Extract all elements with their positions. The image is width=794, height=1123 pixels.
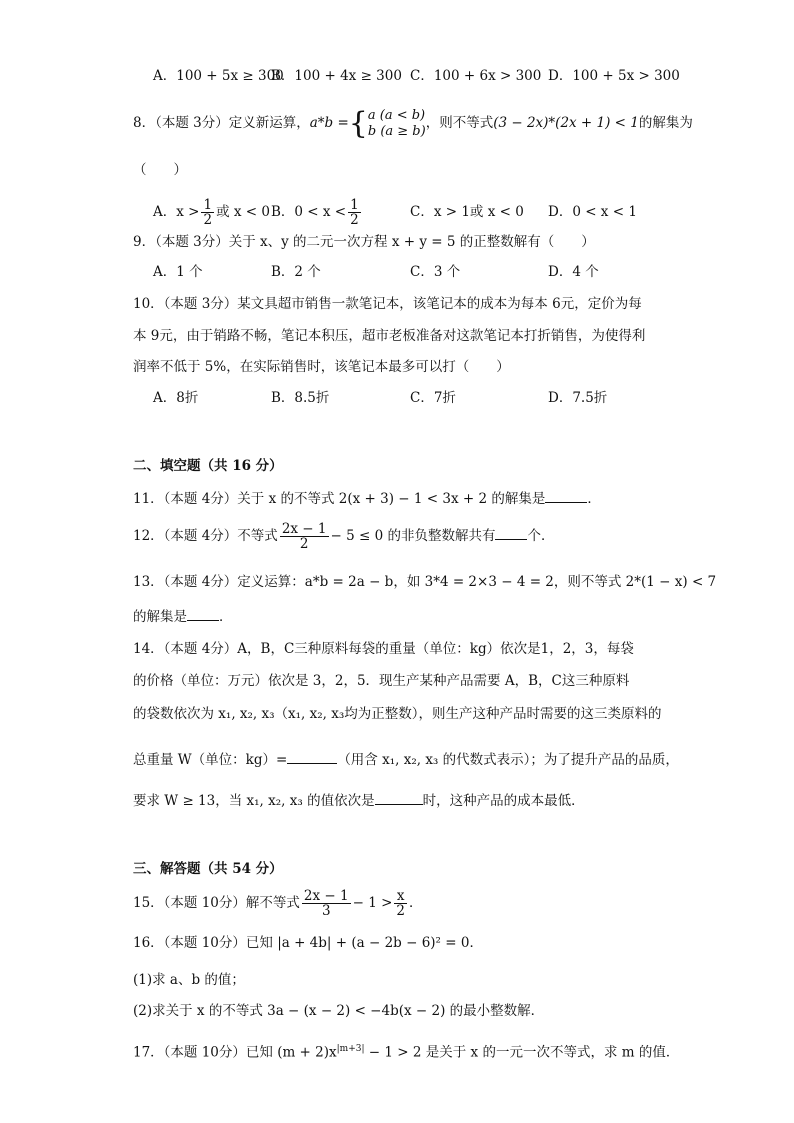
q9-stem: 9．（本题 3分）关于 x、y 的二元一次方程 x + y = 5 的正整数解有（ ） — [133, 234, 595, 250]
q8-opt-b-num: 1 — [350, 197, 359, 213]
q13-line1: 13．（本题 4分）定义运算：a*b = 2a − b，如 3*4 = 2×3 − 4 = 2，则不等式 2*(1 − x) < 7 — [133, 574, 717, 590]
q14-line4-post: （用含 x₁, x₂, x₃ 的代数式表示）；为了提升产品的品质， — [337, 752, 679, 768]
q8-opt-a-num: 1 — [203, 197, 213, 213]
q15-den2: 2 — [396, 903, 405, 919]
q7-option-a[interactable]: A．100 + 5x ≥ 300 — [153, 68, 284, 84]
q9-option-b[interactable]: B．2 个 — [271, 264, 321, 280]
q13-line2 — [133, 606, 233, 627]
q14-line5-pre: 要求 W ≥ 13，当 x₁, x₂, x₃ 的值依次是 — [133, 793, 375, 809]
q12-frac — [280, 522, 329, 551]
q12-pre: 12．（本题 4分）不等式 — [133, 528, 278, 544]
q9-option-a[interactable]: A．1 个 — [153, 264, 203, 280]
q10-options — [153, 388, 673, 408]
q9-options — [153, 262, 673, 282]
q8-opt-a-post: 或 x < 0 — [216, 204, 270, 220]
q10-option-a[interactable]: A．8折 — [153, 390, 199, 406]
q10-line1: 10．（本题 3分）某文具超市销售一款笔记本，该笔记本的成本为每本 6元，定价为每 — [133, 296, 642, 312]
q8-middle: ，则不等式 — [425, 115, 494, 131]
q17 — [133, 1039, 679, 1063]
q7-option-d[interactable]: D．100 + 5x > 300 — [548, 68, 680, 84]
q8-option-d[interactable]: D．0 < x < 1 — [548, 204, 637, 220]
q7-option-c[interactable]: C．100 + 6x > 300 — [410, 68, 542, 84]
q8-case1: a (a < b) — [367, 108, 426, 123]
q7-options — [153, 66, 680, 86]
q12-post: 个． — [527, 528, 555, 544]
q17-post: − 1 > 2 是关于 x 的一元一次不等式，求 m 的值． — [364, 1044, 680, 1061]
q14-line3: 的袋数依次为 x₁, x₂, x₃（x₁, x₂, x₃均为正整数），则生产这种产品时需要的这三类原料的 — [133, 706, 662, 722]
q11 — [133, 488, 601, 509]
q8-options — [153, 196, 673, 228]
q15 — [133, 886, 422, 920]
q14-line2: 的价格（单位：万元）依次是 3，2，5．现生产某种产品需要 A，B，C这三种原料 — [133, 673, 630, 689]
q8-opt-b-frac — [348, 198, 361, 227]
q11-pre: 11．（本题 4分）关于 x 的不等式 2(x + 3) − 1 < 3x + 2 的解集是 — [133, 491, 546, 507]
q10-option-c[interactable]: C．7折 — [410, 390, 456, 406]
q15-mid: − 1 > — [352, 895, 393, 911]
q15-frac1 — [302, 889, 351, 918]
q8-opt-b-den: 2 — [350, 212, 359, 228]
q17-pre: 17．（本题 10分）已知 (m + 2)x — [133, 1044, 337, 1061]
q14-line4 — [133, 749, 679, 770]
q15-frac2 — [394, 889, 407, 918]
q15-num2: x — [394, 889, 407, 904]
section-solve: 三、解答题（共 54 分） — [133, 861, 283, 877]
q8-piecewise — [349, 107, 426, 141]
q15-post: ． — [408, 895, 423, 911]
q10-option-d[interactable]: D．7.5折 — [548, 390, 608, 406]
q12 — [133, 520, 554, 552]
q8-prefix: 8．（本题 3分）定义新运算， — [133, 115, 310, 131]
q16-part1: (1)求 a、b 的值； — [133, 972, 245, 988]
q13-answer-blank[interactable] — [187, 606, 219, 621]
q12-mid: − 5 ≤ 0 的非负整数解共有 — [330, 528, 496, 544]
q15-den1: 3 — [321, 903, 331, 919]
q9-option-d[interactable]: D．4 个 — [548, 264, 599, 280]
q16-part2: (2)求关于 x 的不等式 3a − (x − 2) < −4b(x − 2) 的最小整数解． — [133, 1003, 545, 1019]
q8-op: a*b = — [309, 115, 349, 131]
q8-opt-a-pre: A．x > — [153, 204, 200, 220]
q8-paren: （ ） — [133, 162, 187, 178]
q9-option-c[interactable]: C．3 个 — [410, 264, 461, 280]
q7-option-b[interactable]: B．100 + 4x ≥ 300 — [271, 68, 402, 84]
q8-cases — [368, 108, 426, 140]
q10-option-b[interactable]: B．8.5折 — [271, 390, 330, 406]
q16-stem: 16．（本题 10分）已知 |a + 4b| + (a − 2b − 6)² = 0． — [133, 935, 483, 951]
q8-option-a[interactable] — [153, 196, 270, 228]
q12-answer-blank[interactable] — [495, 525, 527, 540]
q14-values-blank[interactable] — [375, 790, 423, 805]
q10-line2: 本 9元，由于销路不畅，笔记本积压，超市老板准备对这款笔记本打折销售，为使得利 — [133, 328, 646, 344]
q15-num1: 2x − 1 — [303, 888, 349, 904]
q12-den: 2 — [299, 536, 309, 552]
q14-weight-blank[interactable] — [287, 749, 337, 764]
q8-stem — [133, 106, 693, 141]
q8-case2: b (a ≥ b) — [367, 124, 426, 139]
q8-opt-b-pre: B．0 < x < — [271, 204, 347, 220]
q14-line4-pre: 总重量 W（单位：kg）= — [133, 752, 288, 768]
q8-option-c[interactable]: C．x > 1或 x < 0 — [410, 204, 524, 220]
q11-answer-blank[interactable] — [545, 488, 587, 503]
q13-line2-post: ． — [219, 609, 233, 625]
section-fill-in: 二、填空题（共 16 分） — [133, 458, 283, 474]
q14-line5-post: 时，这种产品的成本最低． — [422, 793, 585, 809]
q11-post: ． — [587, 491, 601, 507]
q10-line3: 润率不低于 5%，在实际销售时，该笔记本最多可以打（ ） — [133, 359, 510, 375]
q8-brace: { — [348, 106, 368, 141]
q15-pre: 15．（本题 10分）解不等式 — [133, 895, 300, 911]
q8-opt-a-frac — [201, 198, 214, 227]
q8-opt-a-den: 2 — [203, 212, 213, 228]
q12-num: 2x − 1 — [281, 521, 327, 537]
q8-expr: (3 − 2x)*(2x + 1) < 1 — [493, 115, 639, 131]
q14-line1: 14．（本题 4分）A，B，C三种原料每袋的重量（单位：kg）依次是1，2，3，每袋 — [133, 641, 634, 657]
q14-line5 — [133, 790, 585, 811]
q8-option-b[interactable] — [271, 196, 363, 228]
q13-line2-pre: 的解集是 — [133, 609, 187, 625]
q8-suffix: 的解集为 — [638, 115, 693, 131]
q17-exponent: |m+3| — [336, 1044, 365, 1054]
